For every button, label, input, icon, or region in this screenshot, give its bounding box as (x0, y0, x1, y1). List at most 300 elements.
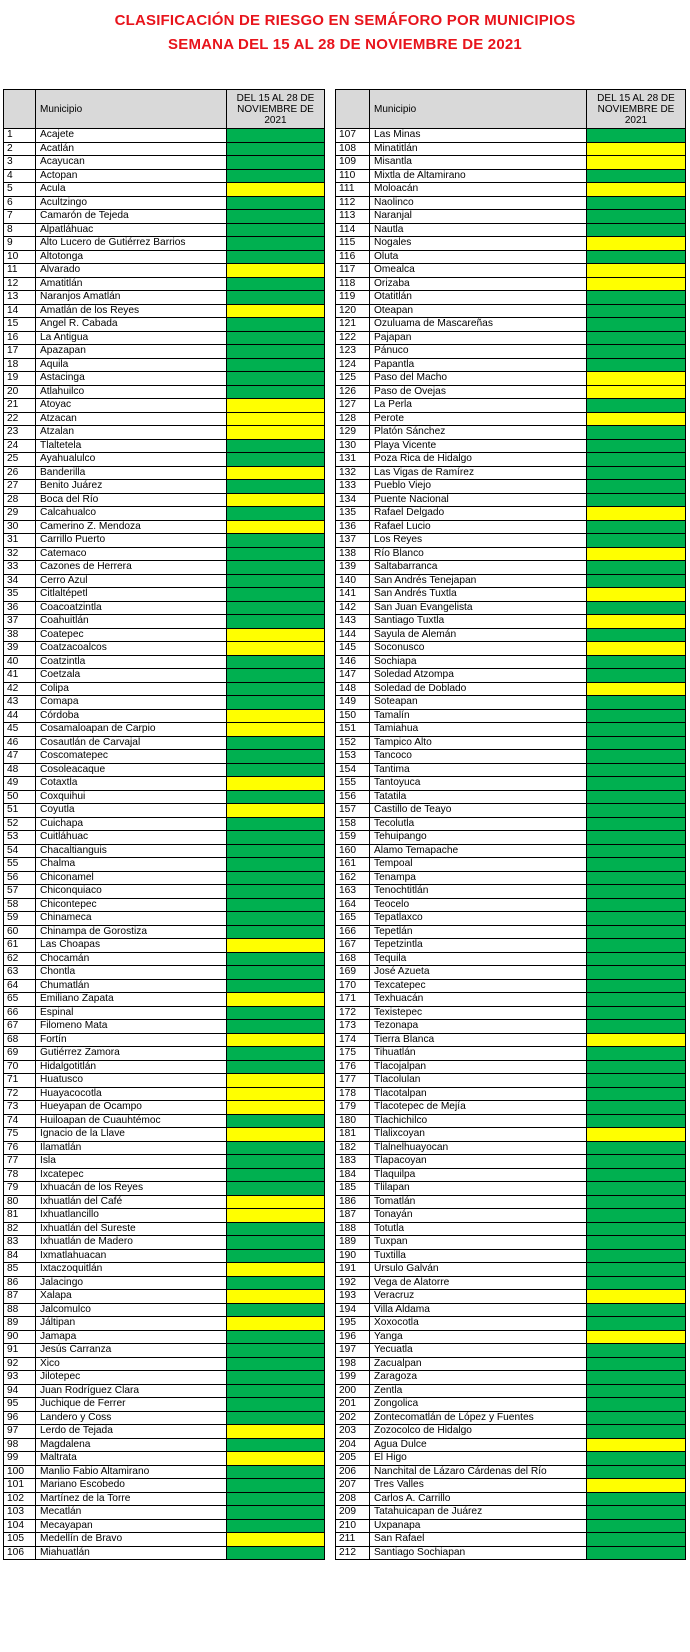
table-row (336, 277, 686, 291)
risk-color-cell (227, 669, 325, 683)
municipio-name: Atzacan (36, 412, 227, 426)
risk-color-cell (587, 993, 686, 1007)
risk-color-cell (587, 871, 686, 885)
table-row (336, 1371, 686, 1385)
municipio-name: Omealca (370, 264, 587, 278)
row-number: 136 (336, 520, 370, 534)
row-number: 142 (336, 601, 370, 615)
municipio-name: Mariano Escobedo (36, 1479, 227, 1493)
risk-color-cell (227, 1074, 325, 1088)
municipio-name: Naranjal (370, 210, 587, 224)
municipio-name: Pánuco (370, 345, 587, 359)
row-number: 99 (4, 1452, 36, 1466)
row-number: 30 (4, 520, 36, 534)
municipio-name: Carrillo Puerto (36, 534, 227, 548)
municipio-name: Sayula de Alemán (370, 628, 587, 642)
municipio-name: Pueblo Viejo (370, 480, 587, 494)
table-row (336, 804, 686, 818)
risk-color-cell (587, 1182, 686, 1196)
table-row (4, 655, 325, 669)
municipio-name: Teocelo (370, 898, 587, 912)
row-number: 194 (336, 1303, 370, 1317)
municipio-name: Totutla (370, 1222, 587, 1236)
table-row (4, 304, 325, 318)
table-row (336, 412, 686, 426)
risk-color-cell (227, 1330, 325, 1344)
municipio-name: Ixtaczoquitlán (36, 1263, 227, 1277)
municipio-name: Tres Valles (370, 1479, 587, 1493)
risk-color-cell (227, 264, 325, 278)
municipio-name: Tlacojalpan (370, 1060, 587, 1074)
table-row (336, 1519, 686, 1533)
table-row (4, 993, 325, 1007)
row-number: 134 (336, 493, 370, 507)
risk-color-cell (587, 601, 686, 615)
row-number: 66 (4, 1006, 36, 1020)
municipio-name: Paso del Macho (370, 372, 587, 386)
table-row (336, 1236, 686, 1250)
table-row (4, 1060, 325, 1074)
table-row (4, 777, 325, 791)
risk-color-cell (587, 1465, 686, 1479)
row-number: 21 (4, 399, 36, 413)
risk-color-cell (587, 129, 686, 143)
header-municipio: Municipio (36, 90, 227, 129)
row-number: 81 (4, 1209, 36, 1223)
municipio-name: Chinameca (36, 912, 227, 926)
row-number: 105 (4, 1533, 36, 1547)
table-row (4, 979, 325, 993)
risk-color-cell (587, 142, 686, 156)
table-row (4, 1492, 325, 1506)
municipio-name: Alpatláhuac (36, 223, 227, 237)
row-number: 161 (336, 858, 370, 872)
risk-color-cell (227, 1438, 325, 1452)
risk-color-cell (227, 1249, 325, 1263)
table-row (336, 1128, 686, 1142)
row-number: 7 (4, 210, 36, 224)
row-number: 196 (336, 1330, 370, 1344)
municipio-name: Soconusco (370, 642, 587, 656)
row-number: 113 (336, 210, 370, 224)
risk-color-cell (587, 547, 686, 561)
municipio-name: Ixhuatlancillo (36, 1209, 227, 1223)
municipio-name: Tlalnelhuayocan (370, 1141, 587, 1155)
risk-color-cell (227, 1141, 325, 1155)
municipio-name: Tamiahua (370, 723, 587, 737)
risk-color-cell (587, 196, 686, 210)
municipio-name: Oteapan (370, 304, 587, 318)
table-row (336, 237, 686, 251)
municipio-name: Angel R. Cabada (36, 318, 227, 332)
table-row (336, 966, 686, 980)
row-number: 123 (336, 345, 370, 359)
row-number: 184 (336, 1168, 370, 1182)
municipio-name: Tenampa (370, 871, 587, 885)
row-number: 153 (336, 750, 370, 764)
municipio-name: Huayacocotla (36, 1087, 227, 1101)
row-number: 121 (336, 318, 370, 332)
table-row (4, 1479, 325, 1493)
risk-color-cell (587, 1114, 686, 1128)
municipio-name: Puente Nacional (370, 493, 587, 507)
table-row (4, 804, 325, 818)
row-number: 89 (4, 1317, 36, 1331)
row-number: 106 (4, 1546, 36, 1560)
municipio-name: Amatitlán (36, 277, 227, 291)
row-number: 164 (336, 898, 370, 912)
municipio-name: Martínez de la Torre (36, 1492, 227, 1506)
municipio-name: Espinal (36, 1006, 227, 1020)
row-number: 152 (336, 736, 370, 750)
risk-color-cell (587, 1506, 686, 1520)
table-row (4, 1033, 325, 1047)
risk-color-cell (587, 669, 686, 683)
row-number: 43 (4, 696, 36, 710)
risk-color-cell (587, 507, 686, 521)
risk-color-cell (227, 453, 325, 467)
row-number: 75 (4, 1128, 36, 1142)
municipio-name: Misantla (370, 156, 587, 170)
municipio-name: Chocamán (36, 952, 227, 966)
table-row (336, 925, 686, 939)
table-row (336, 709, 686, 723)
row-number: 93 (4, 1371, 36, 1385)
table-row (4, 264, 325, 278)
row-number: 124 (336, 358, 370, 372)
table-row (4, 696, 325, 710)
municipio-name: Zacualpan (370, 1357, 587, 1371)
municipio-name: Tehuipango (370, 831, 587, 845)
municipio-name: Zentla (370, 1384, 587, 1398)
row-number: 39 (4, 642, 36, 656)
row-number: 144 (336, 628, 370, 642)
row-number: 20 (4, 385, 36, 399)
row-number: 108 (336, 142, 370, 156)
municipio-name: Perote (370, 412, 587, 426)
table-row (4, 1182, 325, 1196)
municipio-name: Alvarado (36, 264, 227, 278)
row-number: 172 (336, 1006, 370, 1020)
municipio-name: Tatahuicapan de Juárez (370, 1506, 587, 1520)
risk-color-cell (227, 709, 325, 723)
risk-color-cell (587, 1101, 686, 1115)
table-row (4, 1222, 325, 1236)
municipio-name: Altotonga (36, 250, 227, 264)
municipio-name: Coatepec (36, 628, 227, 642)
risk-color-cell (227, 871, 325, 885)
table-row (4, 412, 325, 426)
risk-color-cell (227, 804, 325, 818)
municipio-name: Tempoal (370, 858, 587, 872)
row-number: 96 (4, 1411, 36, 1425)
risk-color-cell (587, 318, 686, 332)
table-row (4, 723, 325, 737)
row-number: 209 (336, 1506, 370, 1520)
risk-color-cell (227, 1101, 325, 1115)
municipio-name: Tenochtitlán (370, 885, 587, 899)
table-row (4, 1290, 325, 1304)
row-number: 206 (336, 1465, 370, 1479)
table-row (4, 1425, 325, 1439)
municipio-name: Santiago Tuxtla (370, 615, 587, 629)
municipio-name: Rafael Lucio (370, 520, 587, 534)
row-number: 118 (336, 277, 370, 291)
municipio-name: Juchique de Ferrer (36, 1398, 227, 1412)
risk-color-cell (227, 912, 325, 926)
municipio-name: Calcahualco (36, 507, 227, 521)
risk-color-cell (587, 1452, 686, 1466)
table-row (4, 385, 325, 399)
table-row (4, 169, 325, 183)
row-number: 195 (336, 1317, 370, 1331)
row-number: 146 (336, 655, 370, 669)
risk-color-cell (587, 466, 686, 480)
table-row (4, 331, 325, 345)
municipio-name: Tatatila (370, 790, 587, 804)
risk-color-cell (587, 1357, 686, 1371)
municipio-name: Tlaltetela (36, 439, 227, 453)
risk-color-cell (227, 736, 325, 750)
table-row (4, 426, 325, 440)
risk-color-cell (227, 1209, 325, 1223)
municipio-name: Pajapan (370, 331, 587, 345)
risk-color-cell (587, 723, 686, 737)
row-number: 115 (336, 237, 370, 251)
risk-color-cell (227, 1290, 325, 1304)
municipio-name: Ozuluama de Mascareñas (370, 318, 587, 332)
table-row (4, 507, 325, 521)
risk-color-cell (227, 1317, 325, 1331)
risk-table-right (335, 89, 686, 1560)
municipio-name: Catemaco (36, 547, 227, 561)
row-number: 63 (4, 966, 36, 980)
risk-color-cell (227, 777, 325, 791)
municipio-name: Mecatlán (36, 1506, 227, 1520)
row-number: 36 (4, 601, 36, 615)
risk-color-cell (587, 1141, 686, 1155)
risk-color-cell (227, 952, 325, 966)
municipio-name: Chontla (36, 966, 227, 980)
table-row (336, 952, 686, 966)
municipio-name: Coyutla (36, 804, 227, 818)
row-number: 204 (336, 1438, 370, 1452)
row-number: 187 (336, 1209, 370, 1223)
row-number: 148 (336, 682, 370, 696)
row-number: 117 (336, 264, 370, 278)
risk-color-cell (587, 790, 686, 804)
row-number: 6 (4, 196, 36, 210)
table-row (4, 1371, 325, 1385)
municipio-name: Las Minas (370, 129, 587, 143)
risk-color-cell (227, 331, 325, 345)
risk-color-cell (227, 1060, 325, 1074)
row-number: 197 (336, 1344, 370, 1358)
municipio-name: Santiago Sochiapan (370, 1546, 587, 1560)
row-number: 158 (336, 817, 370, 831)
municipio-name: Acultzingo (36, 196, 227, 210)
table-row (336, 1276, 686, 1290)
row-number: 14 (4, 304, 36, 318)
municipio-name: Landero y Coss (36, 1411, 227, 1425)
row-number: 28 (4, 493, 36, 507)
table-row (4, 561, 325, 575)
risk-color-cell (227, 1506, 325, 1520)
municipio-name: Villa Aldama (370, 1303, 587, 1317)
risk-color-cell (227, 858, 325, 872)
risk-color-cell (587, 1519, 686, 1533)
table-row (336, 1344, 686, 1358)
municipio-name: Álamo Temapache (370, 844, 587, 858)
table-row (4, 682, 325, 696)
risk-color-cell (587, 952, 686, 966)
municipio-name: Tierra Blanca (370, 1033, 587, 1047)
row-number: 95 (4, 1398, 36, 1412)
municipio-name: Ignacio de la Llave (36, 1128, 227, 1142)
risk-color-cell (587, 1168, 686, 1182)
table-row (336, 1087, 686, 1101)
risk-color-cell (587, 304, 686, 318)
table-row (336, 547, 686, 561)
row-number: 40 (4, 655, 36, 669)
table-row (336, 1074, 686, 1088)
table-row (336, 1465, 686, 1479)
row-number: 163 (336, 885, 370, 899)
municipio-name: Texhuacán (370, 993, 587, 1007)
risk-color-cell (587, 1263, 686, 1277)
municipio-name: Atoyac (36, 399, 227, 413)
risk-color-cell (587, 736, 686, 750)
row-number: 8 (4, 223, 36, 237)
municipio-name: Uxpanapa (370, 1519, 587, 1533)
table-row (4, 1384, 325, 1398)
row-number: 94 (4, 1384, 36, 1398)
row-number: 78 (4, 1168, 36, 1182)
row-number: 1 (4, 129, 36, 143)
risk-color-cell (227, 1006, 325, 1020)
risk-color-cell (227, 1371, 325, 1385)
risk-color-cell (587, 1020, 686, 1034)
risk-color-cell (227, 561, 325, 575)
row-number: 84 (4, 1249, 36, 1263)
table-row (336, 561, 686, 575)
municipio-name: Naolinco (370, 196, 587, 210)
municipio-name: Coatzintla (36, 655, 227, 669)
risk-color-cell (587, 1006, 686, 1020)
table-row (336, 993, 686, 1007)
table-row (4, 1506, 325, 1520)
municipio-name: Cosautlán de Carvajal (36, 736, 227, 750)
row-number: 157 (336, 804, 370, 818)
row-number: 50 (4, 790, 36, 804)
risk-color-cell (227, 547, 325, 561)
table-row (4, 1357, 325, 1371)
table-row (4, 1438, 325, 1452)
municipio-name: Atzalan (36, 426, 227, 440)
table-row (4, 1249, 325, 1263)
row-number: 76 (4, 1141, 36, 1155)
table-row (336, 1317, 686, 1331)
risk-color-cell (227, 628, 325, 642)
row-number: 23 (4, 426, 36, 440)
row-number: 160 (336, 844, 370, 858)
row-number: 67 (4, 1020, 36, 1034)
municipio-name: Coscomatepec (36, 750, 227, 764)
risk-color-cell (227, 1398, 325, 1412)
risk-color-cell (227, 1236, 325, 1250)
row-number: 62 (4, 952, 36, 966)
municipio-name: Magdalena (36, 1438, 227, 1452)
table-row (336, 1114, 686, 1128)
table-row (336, 1384, 686, 1398)
table-row (4, 277, 325, 291)
row-number: 68 (4, 1033, 36, 1047)
risk-color-cell (227, 1425, 325, 1439)
table-row (336, 1303, 686, 1317)
risk-color-cell (587, 331, 686, 345)
table-row (4, 1465, 325, 1479)
row-number: 126 (336, 385, 370, 399)
municipio-name: Mecayapan (36, 1519, 227, 1533)
row-number: 53 (4, 831, 36, 845)
table-row (4, 588, 325, 602)
table-row (4, 642, 325, 656)
risk-color-cell (587, 1222, 686, 1236)
municipio-name: Orizaba (370, 277, 587, 291)
risk-color-cell (587, 453, 686, 467)
table-row (4, 439, 325, 453)
row-number: 83 (4, 1236, 36, 1250)
row-number: 45 (4, 723, 36, 737)
municipio-name: Acayucan (36, 156, 227, 170)
row-number: 58 (4, 898, 36, 912)
municipio-name: Comapa (36, 696, 227, 710)
row-number: 129 (336, 426, 370, 440)
row-number: 151 (336, 723, 370, 737)
municipio-name: La Perla (370, 399, 587, 413)
municipio-name: Moloacán (370, 183, 587, 197)
row-number: 32 (4, 547, 36, 561)
table-row (336, 439, 686, 453)
row-number: 98 (4, 1438, 36, 1452)
risk-color-cell (227, 588, 325, 602)
table-row (336, 1060, 686, 1074)
municipio-name: Tlachichilco (370, 1114, 587, 1128)
risk-table-left (3, 89, 325, 1560)
municipio-name: Coahuitlán (36, 615, 227, 629)
table-row (336, 736, 686, 750)
table-row (336, 682, 686, 696)
risk-color-cell (587, 966, 686, 980)
table-row (336, 1195, 686, 1209)
row-number: 97 (4, 1425, 36, 1439)
municipio-name: Cuichapa (36, 817, 227, 831)
table-row (4, 1533, 325, 1547)
risk-color-cell (227, 574, 325, 588)
municipio-name: Jilotepec (36, 1371, 227, 1385)
table-row (336, 588, 686, 602)
risk-color-cell (227, 696, 325, 710)
row-number: 162 (336, 871, 370, 885)
municipio-name: Tequila (370, 952, 587, 966)
row-number: 128 (336, 412, 370, 426)
municipio-name: Aquila (36, 358, 227, 372)
row-number: 212 (336, 1546, 370, 1560)
municipio-name: Mixtla de Altamirano (370, 169, 587, 183)
row-number: 201 (336, 1398, 370, 1412)
table-row (336, 183, 686, 197)
risk-color-cell (227, 223, 325, 237)
